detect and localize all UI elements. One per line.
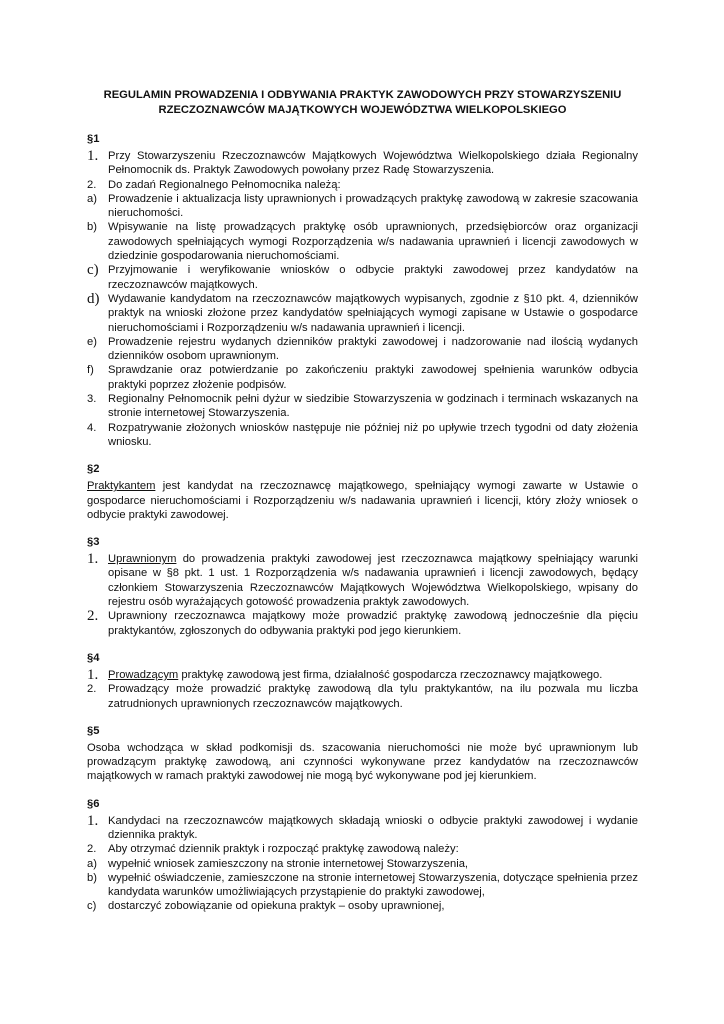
item-marker: e) xyxy=(87,335,97,348)
item-text: Prowadzący może prowadzić praktykę zawodową dla tylu praktykantów, na ilu pozwala mu liczba zatrudnionych uprawnionych rzeczoznawców majątkowych. xyxy=(108,683,638,710)
section-3 xyxy=(87,535,638,638)
item-marker: a) xyxy=(87,192,97,205)
item-marker: a) xyxy=(87,857,97,870)
list-item xyxy=(87,899,638,913)
section-paragraph: Osoba wchodząca w skład podkomisji ds. szacowania nieruchomości nie może być uprawnionym lub prowadzącym praktykę zawodową, ani czynności wykonywane przez kandydatów na rzeczoznawców majątkowych w ramach praktyki zawodowej nie mogą być wykonywane pod jej kierunkiem. xyxy=(87,741,638,783)
section-heading: §3 xyxy=(87,536,100,549)
item-marker: 2. xyxy=(87,608,99,625)
section-heading: §6 xyxy=(87,797,100,810)
list-item xyxy=(87,220,638,263)
item-text: Sprawdzanie oraz potwierdzanie po zakończeniu praktyki zawodowej spełnienia warunków odbycia praktyki poprzez złożenie podpisów. xyxy=(108,364,638,391)
item-text xyxy=(108,668,638,682)
section-2 xyxy=(87,462,638,522)
item-marker: 3. xyxy=(87,393,97,406)
section-heading: §5 xyxy=(87,724,100,737)
item-text: dostarczyć zobowiązanie od opiekuna praktyk – osoby uprawnionej, xyxy=(108,900,445,913)
item-marker: 4. xyxy=(87,421,97,434)
list-item xyxy=(87,149,638,178)
item-text xyxy=(108,552,638,609)
item-text: Prowadzenie i aktualizacja listy uprawnionych i prowadzących praktykę zawodową w zakresie szacowania nieruchomości. xyxy=(108,192,638,220)
list-item xyxy=(87,609,638,638)
item-marker: c) xyxy=(87,262,99,279)
item-marker: c) xyxy=(87,900,97,913)
item-text: Wpisywanie na listę prowadzących praktykę osób uprawnionych, przedsiębiorców oraz organizacji zawodowych spełniających wymogi Rozporządzenia w/s nadawania uprawnień i licencji zawodowych w dziedzinie gospodarowania nieruchomościami. xyxy=(108,221,638,263)
item-text-rest: praktykę zawodową jest firma, działalność gospodarcza rzeczoznawcy majątkowego. xyxy=(178,668,603,681)
defined-term: Prowadzącym xyxy=(108,668,179,681)
paragraph-text: jest kandydat na rzeczoznawcę majątkowego, spełniający wymogi zawarte w Ustawie o gospodarce nieruchomościami i Rozporządzeniu w/s nadawania uprawnień i licencji, który złoży wniosek o odbycie praktyki zawodowej. xyxy=(87,480,638,521)
section-6 xyxy=(87,797,638,914)
section-heading: §2 xyxy=(87,463,100,476)
document-page xyxy=(87,88,638,927)
list-item xyxy=(87,421,638,450)
section-4 xyxy=(87,651,638,711)
list-item xyxy=(87,335,638,364)
list-item xyxy=(87,871,638,900)
list-item xyxy=(87,552,638,609)
item-text: wypełnić wniosek zamieszczony na stronie internetowej Stowarzyszenia, xyxy=(108,857,469,870)
item-marker: 2. xyxy=(87,843,97,856)
item-text: Uprawniony rzeczoznawca majątkowy może prowadzić praktykę zawodową jednocześnie dla pięciu praktykantów, zgłoszonych do odbywania praktyki pod jego kierunkiem. xyxy=(108,610,638,637)
item-text: Kandydaci na rzeczoznawców majątkowych składają wnioski o odbycie praktyki zawodowej i wydanie dziennika praktyk. xyxy=(108,814,638,841)
defined-term: Praktykantem xyxy=(87,480,156,493)
item-marker: 2. xyxy=(87,683,97,696)
item-text: Przy Stowarzyszeniu Rzeczoznawców Majątkowych Województwa Wielkopolskiego działa Regionalny Pełnomocnik ds. Praktyk Zawodowych powołany przez Radę Stowarzyszenia. xyxy=(108,150,638,177)
list-item xyxy=(87,682,638,711)
list-item xyxy=(87,857,638,871)
document-title xyxy=(87,88,638,118)
item-marker: b) xyxy=(87,871,97,884)
item-text: wypełnić oświadczenie, zamieszczone na stronie internetowej Stowarzyszenia, dotyczące spełnienia przez kandydata warunków umożliwiających przystąpienie do praktyki zawodowej, xyxy=(108,871,638,899)
list-item xyxy=(87,842,638,856)
list-item xyxy=(87,814,638,843)
section-5 xyxy=(87,724,638,784)
item-text: Aby otrzymać dziennik praktyk i rozpocząć praktykę zawodową należy: xyxy=(108,843,459,856)
item-marker: d) xyxy=(87,290,100,307)
item-marker: 1. xyxy=(87,812,99,829)
item-text: Przyjmowanie i weryfikowanie wniosków o odbycie praktyki zawodowej przez kandydatów na rzeczoznawców majątkowych. xyxy=(108,264,638,291)
item-text: Regionalny Pełnomocnik pełni dyżur w siedzibie Stowarzyszenia w godzinach i terminach wskazanych na stronie internetowej Stowarzyszenia. xyxy=(108,393,638,420)
defined-term: Uprawnionym xyxy=(108,553,177,566)
section-heading: §1 xyxy=(87,133,100,145)
item-marker: b) xyxy=(87,221,97,234)
title-line-1: REGULAMIN PROWADZENIA I ODBYWANIA PRAKTYK ZAWODOWYCH PRZY STOWARZYSZENIU xyxy=(103,89,622,101)
list-item xyxy=(87,192,638,221)
section-heading: §4 xyxy=(87,651,100,664)
item-text: Prowadzenie rejestru wydanych dzienników praktyki zawodowej i nadzorowanie nad ilością wydanych dzienników osobom uprawnionym. xyxy=(108,335,638,363)
item-marker: 1. xyxy=(87,551,99,568)
list-item xyxy=(87,363,638,392)
list-item xyxy=(87,178,638,192)
list-item xyxy=(87,292,638,335)
item-marker: f) xyxy=(87,364,94,377)
section-1 xyxy=(87,132,638,449)
item-marker: 2. xyxy=(87,178,97,191)
list-item xyxy=(87,392,638,421)
list-item xyxy=(87,263,638,292)
item-text: Wydawanie kandydatom na rzeczoznawców majątkowych wypisanych, zgodnie z §10 pkt. 4, dzienników praktyk na wnioski złożone przez kandydatów spełniających wymogi zapisane w Ustawie o gospodarce nieruchomościami i Rozporządzeniu w/s nadawania uprawnień i licencji. xyxy=(108,292,638,334)
item-marker: 1. xyxy=(87,666,99,683)
item-text-rest: do prowadzenia praktyki zawodowej jest rzeczoznawca majątkowy spełniający warunki opisane w §8 pkt. 1 ust. 1 Rozporządzenia w/s nadawania uprawnień i licencji zawodowych, będący członkiem Stowarzyszenia Rzeczoznawców Majątkowych Województwa Wielkopolskiego, wpisany do rejestru osób wyrażających gotowość prowadzenia praktyk zawodowych. xyxy=(108,553,638,609)
title-line-2: RZECZOZNAWCÓW MAJĄTKOWYCH WOJEWÓDZTWA WIELKOPOLSKIEGO xyxy=(158,104,567,116)
list-item xyxy=(87,668,638,682)
section-paragraph xyxy=(87,479,638,522)
item-text: Rozpatrywanie złożonych wniosków następuje nie później niż po upływie trzech tygodni od daty złożenia wniosku. xyxy=(108,421,638,448)
item-marker: 1. xyxy=(87,148,99,164)
item-text: Do zadań Regionalnego Pełnomocnika należą: xyxy=(108,178,341,191)
